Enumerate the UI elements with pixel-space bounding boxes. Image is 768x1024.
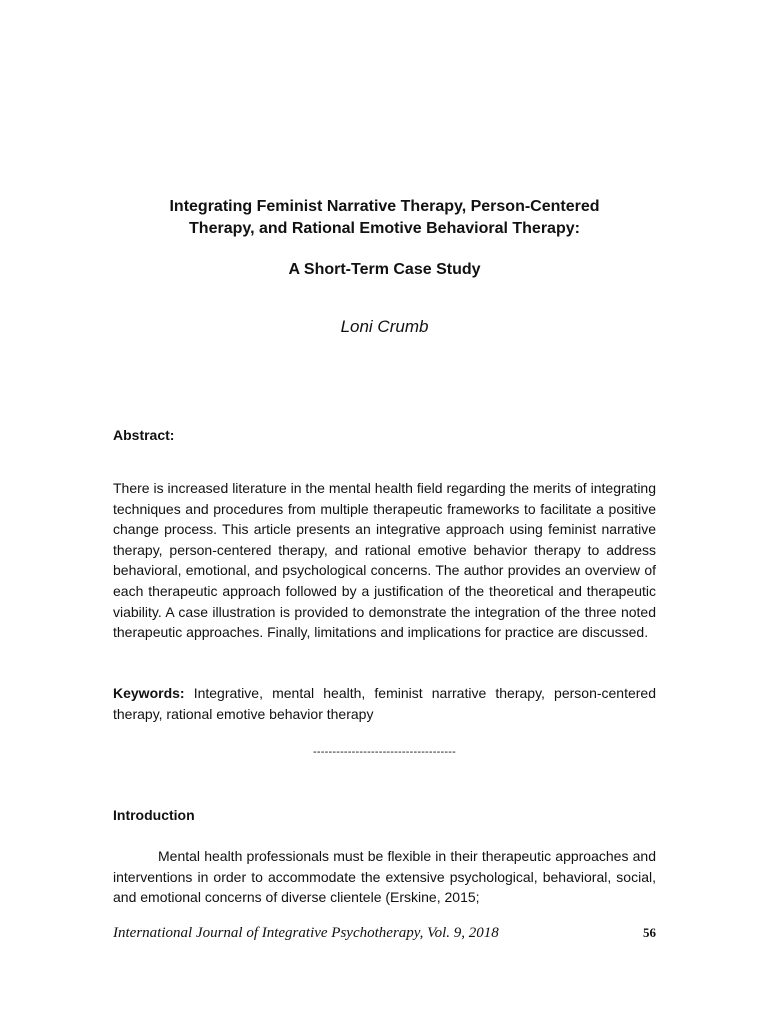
keywords-text: Integrative, mental health, feminist narrative therapy, person-centered therapy, rational emotive behavior therapy [113, 685, 656, 722]
article-title [113, 196, 656, 240]
article-title-line-1: Integrating Feminist Narrative Therapy, Person-Centered [169, 198, 600, 215]
keywords-paragraph [113, 683, 656, 724]
introduction-body: Mental health professionals must be flexible in their therapeutic approaches and interventions in order to accommodate the extensive psychological, behavioral, social, and emotional concerns of diverse clientele (Erskine, 2015; [113, 848, 656, 906]
page-footer [113, 922, 656, 944]
paper-page [113, 0, 656, 1024]
author-name: Loni Crumb [340, 317, 429, 336]
abstract-body: There is increased literature in the mental health field regarding the merits of integrating techniques and procedures from multiple therapeutic frameworks to facilitate a positive change process. This article presents an integrative approach using feminist narrative therapy, person-centered therapy, and rational emotive behavior therapy to address behavioral, emotional, and psychological concerns. The author provides an overview of each therapeutic approach followed by a justification of the theoretical and therapeutic viability. A case illustration is provided to demonstrate the integration of the three noted therapeutic approaches. Finally, limitations and implications for practice are discussed. [113, 480, 656, 641]
journal-citation: International Journal of Integrative Psychotherapy, Vol. 9, 2018 [113, 925, 499, 941]
page-number: 56 [643, 925, 656, 940]
article-subtitle: A Short-Term Case Study [288, 261, 481, 278]
introduction-heading: Introduction [113, 807, 195, 823]
article-title-line-2: Therapy, and Rational Emotive Behavioral Therapy: [189, 220, 580, 237]
keywords-label: Keywords: [113, 685, 185, 701]
abstract-heading: Abstract: [113, 427, 175, 443]
section-separator: ------------------------------------- [313, 746, 456, 758]
